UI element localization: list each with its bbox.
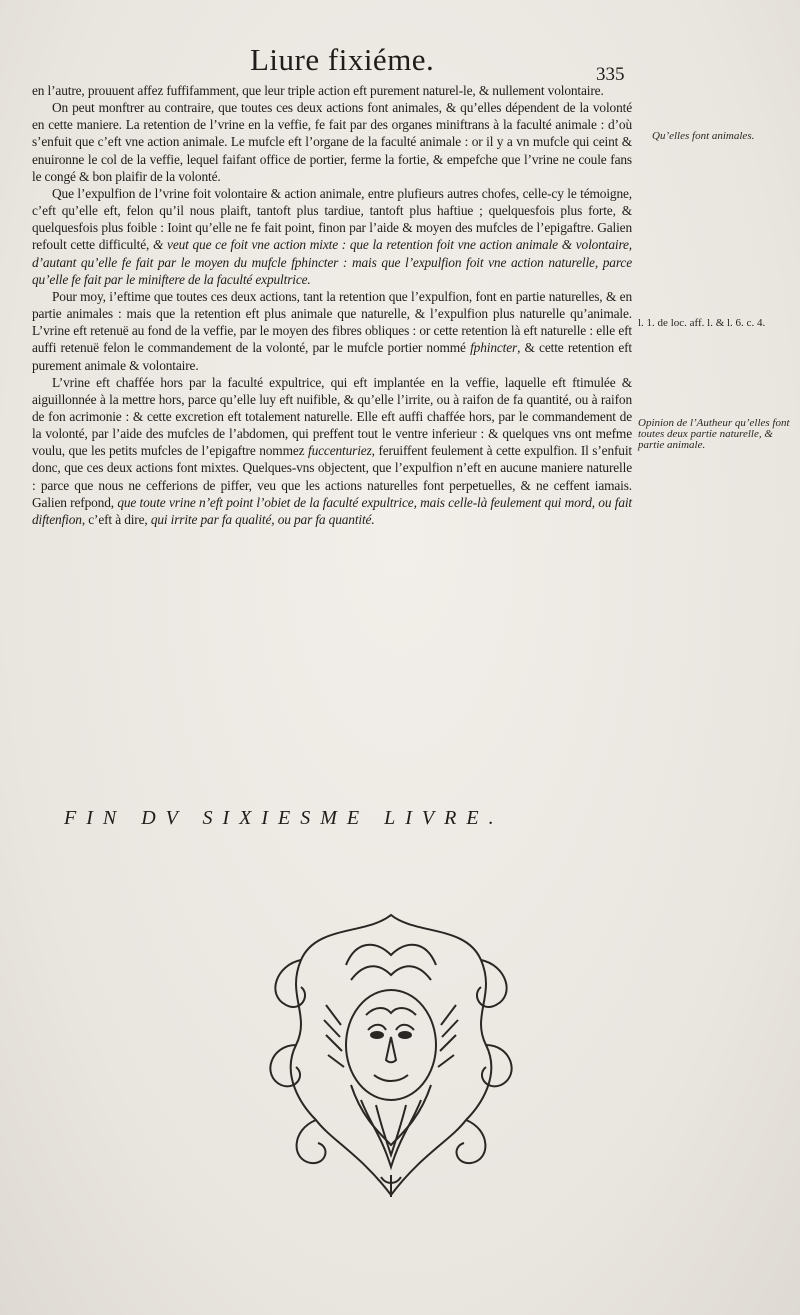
text-run: Pour moy, i’eftime que toutes ces deux actions, tant la retention que l’expulfion, font en partie naturelles, & en partie animales : mais que la retention eft plus animale que naturelle, & l’expulfion plus naturelle qu’animale. L’vrine eft retenuë au fond de la veffie, par le moyen des fibres obliques : or cette retention là eft naturelle : elle eft auffi retenuë felon le commandement de la volonté, par le mufcle portier nommé — [32, 288, 632, 356]
paragraph — [32, 185, 632, 288]
margin-note: Opinion de l’Autheur qu’elles font toutes deux partie naturelle, & partie animale. — [638, 417, 790, 451]
text-run: Que l’expulfion de l’vrine foit volontaire & action animale, entre plufieurs autres chofes, celle-cy le témoigne, c’eft qu’elle eft, felon qu’il nous plaift, tantoft plus tardiue, tantoft plus haftiue ; quelquesfois plus forte, & quelquesfois plus foible : Ioint qu’elle ne fe fait point, finon par l’aide & moyen des mufcles de l’epigaftre. Galien refoult cette difficulté, — [32, 185, 632, 253]
italic-run: qui irrite par fa qualité, ou par fa quantité. — [150, 511, 375, 527]
italic-run: & veut que ce foit vne action mixte : que la retention foit vne action animale & volontaire, d’autant qu’elle fe fait par le moyen du mufcle fphincter : mais que l’expulfion foit vne action naturelle, parce qu’elle fe fait par le miniftere de la faculté expultrice. — [32, 237, 632, 287]
italic-run: fuccenturiez — [308, 443, 372, 459]
main-text — [32, 82, 632, 528]
text-run: , c’eft à dire, — [81, 511, 151, 527]
italic-run: que toute vrine n’eft point l’obiet de la faculté expultrice, mais celle-là feulement qui mord, ou fait diftenfion — [32, 494, 633, 527]
text-run: L’vrine eft chaffée hors par la faculté expultrice, qui eft implantée en la veffie, laquelle eft ftimulée & aiguillonnée à la mettre hors, parce qu’elle luy eft nuifible, & qu’elle l’irrite, ou à raifon de fa quantité, ou à raifon de fon acrimonie : & cette excretion eft totalement naturelle. Elle eft auffi chaffée hors, par le commandement de la volonté, par l’aide des mufcles de l’abdomen, qui preffent tout le ventre inferieur : & quelques vns ont mefme voulu, que les petits mufcles de l’epigaftre nommez — [32, 374, 632, 459]
paragraph — [32, 82, 632, 99]
margin-note: Qu’elles font animales. — [652, 130, 755, 142]
text-run: On peut monftrer au contraire, que toutes ces deux actions font animales, & qu’elles dépendent de la volonté en cette maniere. La retention de l’vrine en la veffie, fe fait par des organes miniftrans à la faculté animale : d’où s’enfuit que c’eft vne action animale. Le mufcle eft l’organe de la faculté animale : or il y a vn mufcle qui ceint & enuironne le col de la veffie, lequel faifant office de portier, ferme la fortie, & empefche que l’vrine ne coule fans le congé & bon plaifir de la volonté. — [32, 100, 632, 184]
page-number: 335 — [596, 64, 625, 85]
running-title: Liure fixiéme. — [250, 42, 435, 77]
text-run: , & cette retention eft purement animale & volontaire. — [32, 340, 632, 373]
text-run: en l’autre, prouuent affez fuffifamment, que leur triple action eft purement naturel-le, & nullement volontaire. — [32, 83, 604, 98]
italic-run: fphincter — [470, 340, 518, 356]
end-of-book-title: FIN DV SIXIESME LIVRE. — [64, 807, 504, 829]
text-run: , feruiffent feulement à cette expulfion. Il s’enfuit donc, que ces deux actions font mixtes. Quelques-vns objectent, que l’expulfion n’eft en aucune maniere naturelle : parce que nous ne cefferions de piffer, veu que les actions naturelles font perpetuelles, & ne ceffent iamais. Galien refpond, — [32, 443, 632, 510]
paragraph — [32, 374, 632, 528]
grotesque-mask-ornament — [256, 905, 526, 1205]
margin-note-reference: l. 1. de loc. aff. l. & l. 6. c. 4. — [638, 317, 766, 329]
paragraph — [32, 288, 632, 374]
paragraph — [32, 99, 632, 185]
